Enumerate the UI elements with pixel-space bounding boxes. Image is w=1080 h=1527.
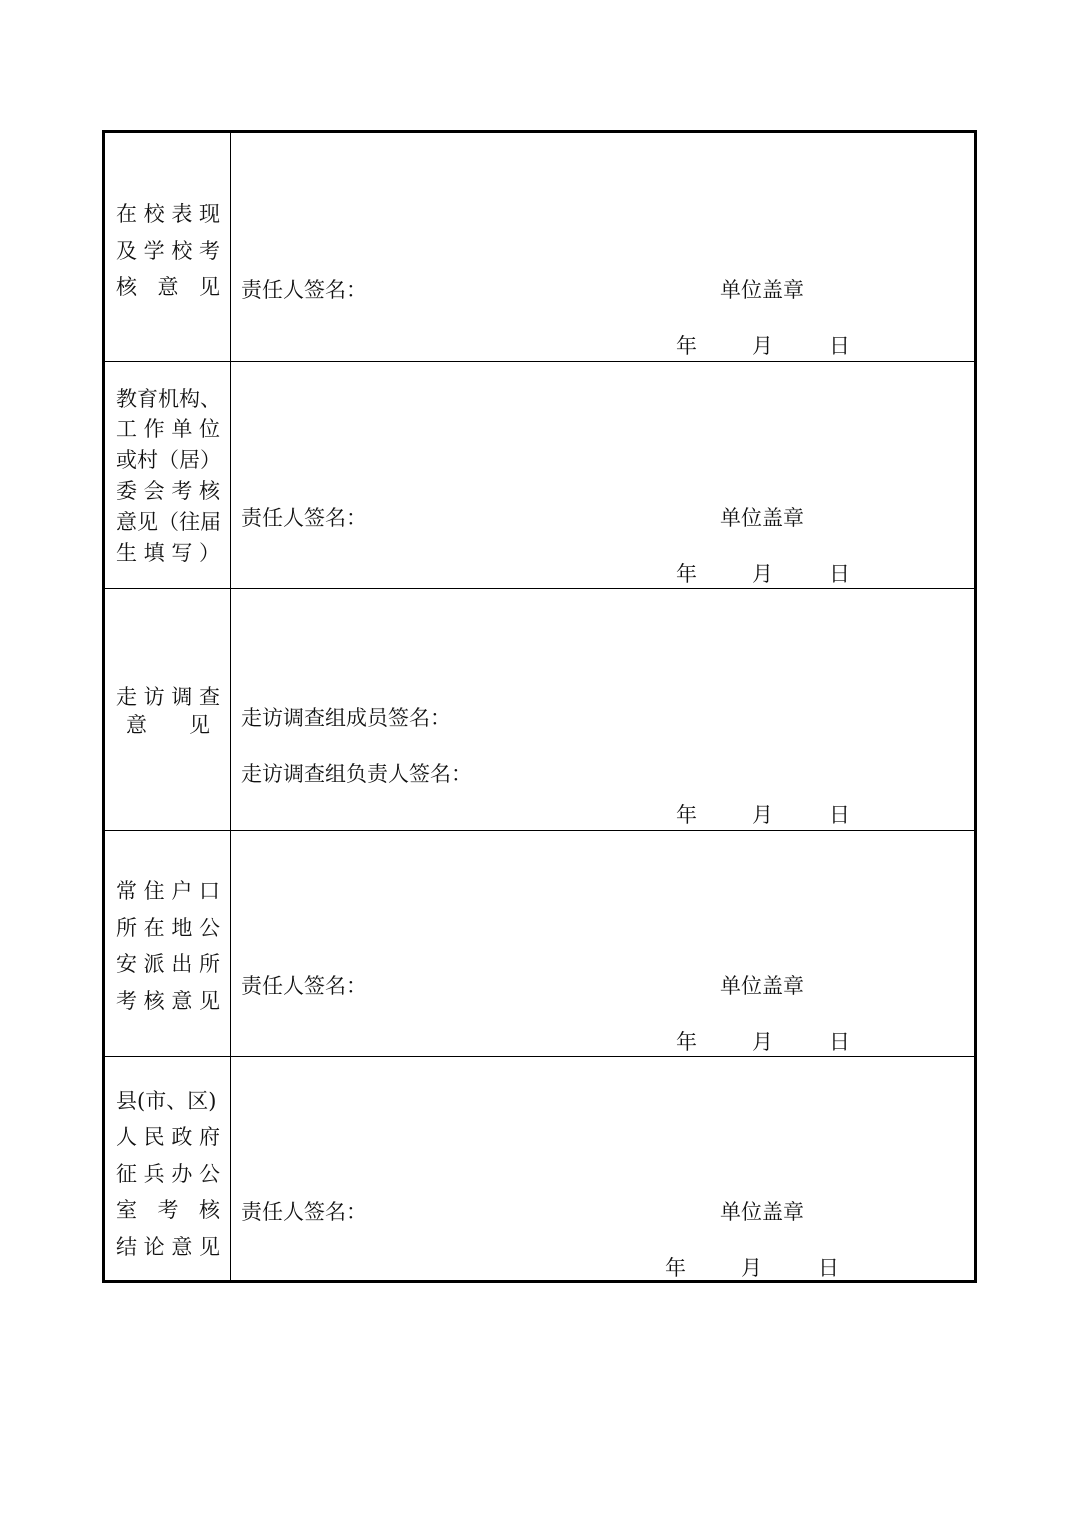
label-line: 意 见 xyxy=(126,713,210,737)
visit-survey-content[interactable] xyxy=(231,589,974,830)
label-line: 室 考 核 xyxy=(116,1198,220,1223)
label-line: 常 住 户 口 xyxy=(116,879,220,903)
signature-label: 责任人签名： xyxy=(241,1200,367,1224)
seal-label: 单位盖章 xyxy=(720,278,804,302)
visit-survey-row xyxy=(105,588,974,830)
police-review-row xyxy=(105,830,974,1056)
institution-review-label xyxy=(105,384,230,568)
label-line: 县(市、区) xyxy=(116,1088,217,1113)
conscription-office-content[interactable] xyxy=(231,1057,974,1280)
conscription-office-label xyxy=(105,1083,230,1265)
police-review-label xyxy=(105,873,230,1019)
school-review-row xyxy=(105,133,974,361)
label-line: 征 兵 办 公 xyxy=(116,1161,220,1186)
label-line: 工 作 单 位 xyxy=(116,417,220,442)
seal-label: 单位盖章 xyxy=(720,974,804,998)
label-line: 意见（往届 xyxy=(116,509,221,534)
date-month: 月 xyxy=(741,1256,762,1280)
label-line: 所 在 地 公 xyxy=(116,915,220,940)
label-line: 生 填 写 ） xyxy=(116,540,220,565)
seal-label: 单位盖章 xyxy=(720,506,804,530)
police-review-content[interactable] xyxy=(231,831,974,1056)
signature-label: 责任人签名： xyxy=(241,506,367,530)
label-line: 或 村 （ 居 ） xyxy=(116,448,221,473)
signature-label: 责任人签名： xyxy=(241,278,367,302)
date-month: 月 xyxy=(752,334,773,358)
label-line: 教育机构、 xyxy=(116,386,221,411)
date-month: 月 xyxy=(752,1030,773,1054)
date-day: 日 xyxy=(818,1256,839,1280)
date-year: 年 xyxy=(676,803,697,827)
signature-label: 责任人签名： xyxy=(241,974,367,998)
label-line: 结 论 意 见 xyxy=(116,1234,220,1259)
label-line: 及 学 校 考 xyxy=(116,238,220,263)
date-year: 年 xyxy=(676,562,697,586)
date-year: 年 xyxy=(665,1256,686,1280)
label-line: 核 意 见 xyxy=(116,275,220,300)
date-month: 月 xyxy=(752,803,773,827)
leader-signature-label: 走访调查组负责人签名： xyxy=(241,762,472,786)
school-review-label xyxy=(105,195,230,307)
date-year: 年 xyxy=(676,334,697,358)
school-review-content[interactable] xyxy=(231,133,974,361)
label-line: 委 会 考 核 xyxy=(116,479,220,503)
label-line: 人 民 政 府 xyxy=(116,1125,220,1150)
date-day: 日 xyxy=(829,562,850,586)
review-opinion-form xyxy=(102,130,977,1283)
label-line: 考 核 意 见 xyxy=(116,988,220,1013)
seal-label: 单位盖章 xyxy=(720,1200,804,1224)
institution-review-row xyxy=(105,361,974,588)
visit-survey-label xyxy=(105,683,230,739)
date-year: 年 xyxy=(676,1030,697,1054)
date-day: 日 xyxy=(829,803,850,827)
date-day: 日 xyxy=(829,1030,850,1054)
label-line: 在 校 表 现 xyxy=(116,202,220,227)
conscription-office-row xyxy=(105,1056,974,1280)
label-line: 走 访 调 查 xyxy=(116,685,220,709)
date-month: 月 xyxy=(752,562,773,586)
member-signature-label: 走访调查组成员签名： xyxy=(241,706,451,730)
institution-review-content[interactable] xyxy=(231,362,974,588)
date-day: 日 xyxy=(829,334,850,358)
label-line: 安 派 出 所 xyxy=(116,952,220,976)
